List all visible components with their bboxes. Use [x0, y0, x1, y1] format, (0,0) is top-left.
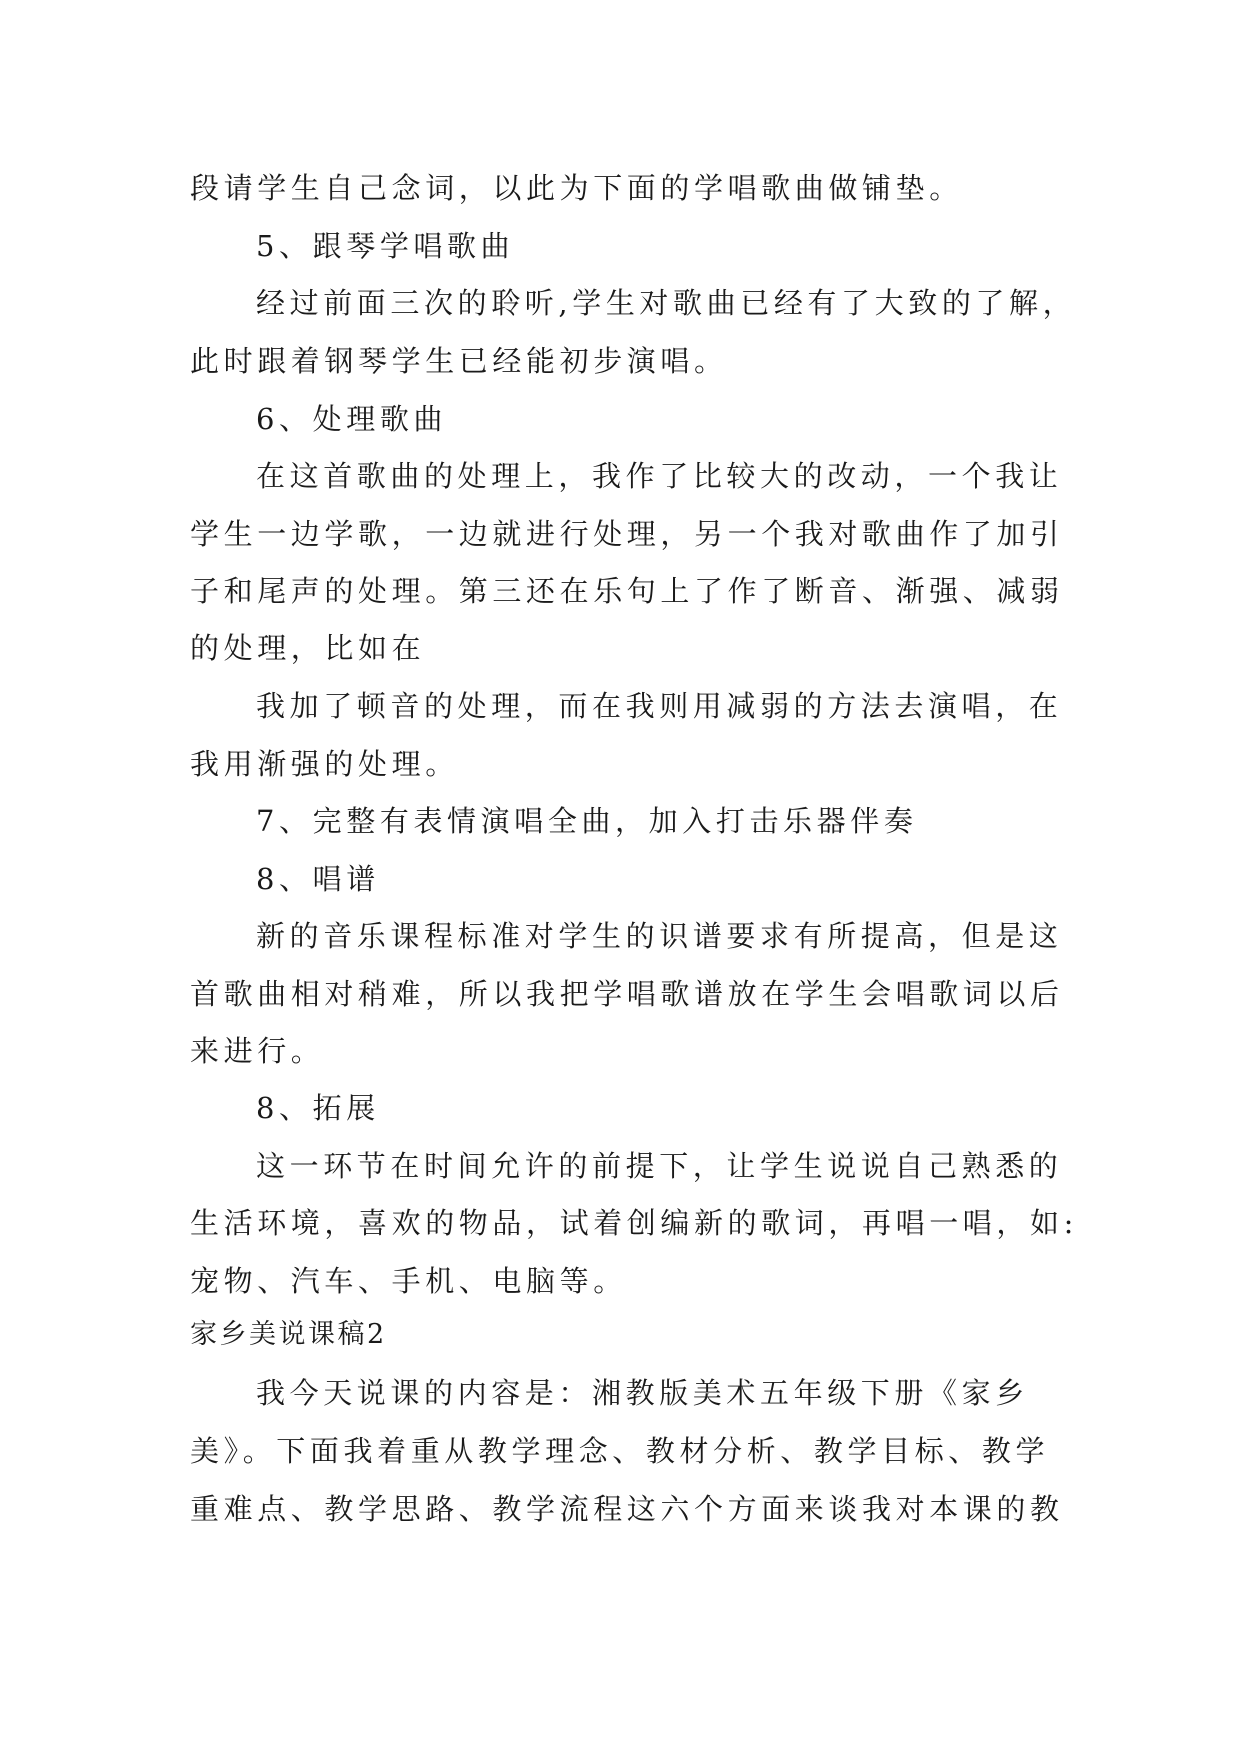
text-line: 美》。下面我着重从教学理念、教材分析、教学目标、教学: [190, 1434, 1050, 1468]
text-line: 这一环节在时间允许的前提下，让学生说说自己熟悉的: [256, 1149, 1063, 1183]
text-line: 我用渐强的处理。: [190, 747, 459, 781]
text-line: 此时跟着钢琴学生已经能初步演唱。: [190, 344, 728, 378]
text-line: 我今天说课的内容是：湘教版美术五年级下册《家乡: [256, 1376, 1029, 1410]
text-line: 宠物、汽车、手机、电脑等。: [190, 1264, 627, 1298]
text-line: 段请学生自己念词，以此为下面的学唱歌曲做铺垫。: [190, 171, 963, 205]
section-heading: 8、唱谱: [256, 862, 380, 896]
section-heading: 6、处理歌曲: [256, 402, 448, 436]
section-heading: 8、拓展: [256, 1091, 380, 1125]
document-title: 家乡美说课稿2: [190, 1319, 387, 1350]
text-line: 新的音乐课程标准对学生的识谱要求有所提高，但是这: [256, 919, 1063, 953]
text-line: 的处理，比如在: [190, 631, 426, 665]
text-line: 经过前面三次的聆听,学生对歌曲已经有了大致的了解，: [256, 286, 1077, 320]
text-line: 学生一边学歌，一边就进行处理，另一个我对歌曲作了加引: [190, 517, 1064, 551]
text-line: 首歌曲相对稍难，所以我把学唱歌谱放在学生会唱歌词以后: [190, 977, 1064, 1011]
section-heading: 7、完整有表情演唱全曲，加入打击乐器伴奏: [256, 804, 918, 838]
text-line: 来进行。: [190, 1034, 325, 1068]
section-heading: 5、跟琴学唱歌曲: [256, 229, 515, 263]
text-line: 我加了顿音的处理，而在我则用减弱的方法去演唱，在: [256, 689, 1063, 723]
text-line: 重难点、教学思路、教学流程这六个方面来谈我对本课的教: [190, 1492, 1064, 1526]
text-line: 子和尾声的处理。第三还在乐句上了作了断音、渐强、减弱: [190, 574, 1064, 608]
text-line: 在这首歌曲的处理上，我作了比较大的改动，一个我让: [256, 459, 1063, 493]
text-line: 生活环境，喜欢的物品，试着创编新的歌词，再唱一唱，如:: [190, 1206, 1078, 1240]
